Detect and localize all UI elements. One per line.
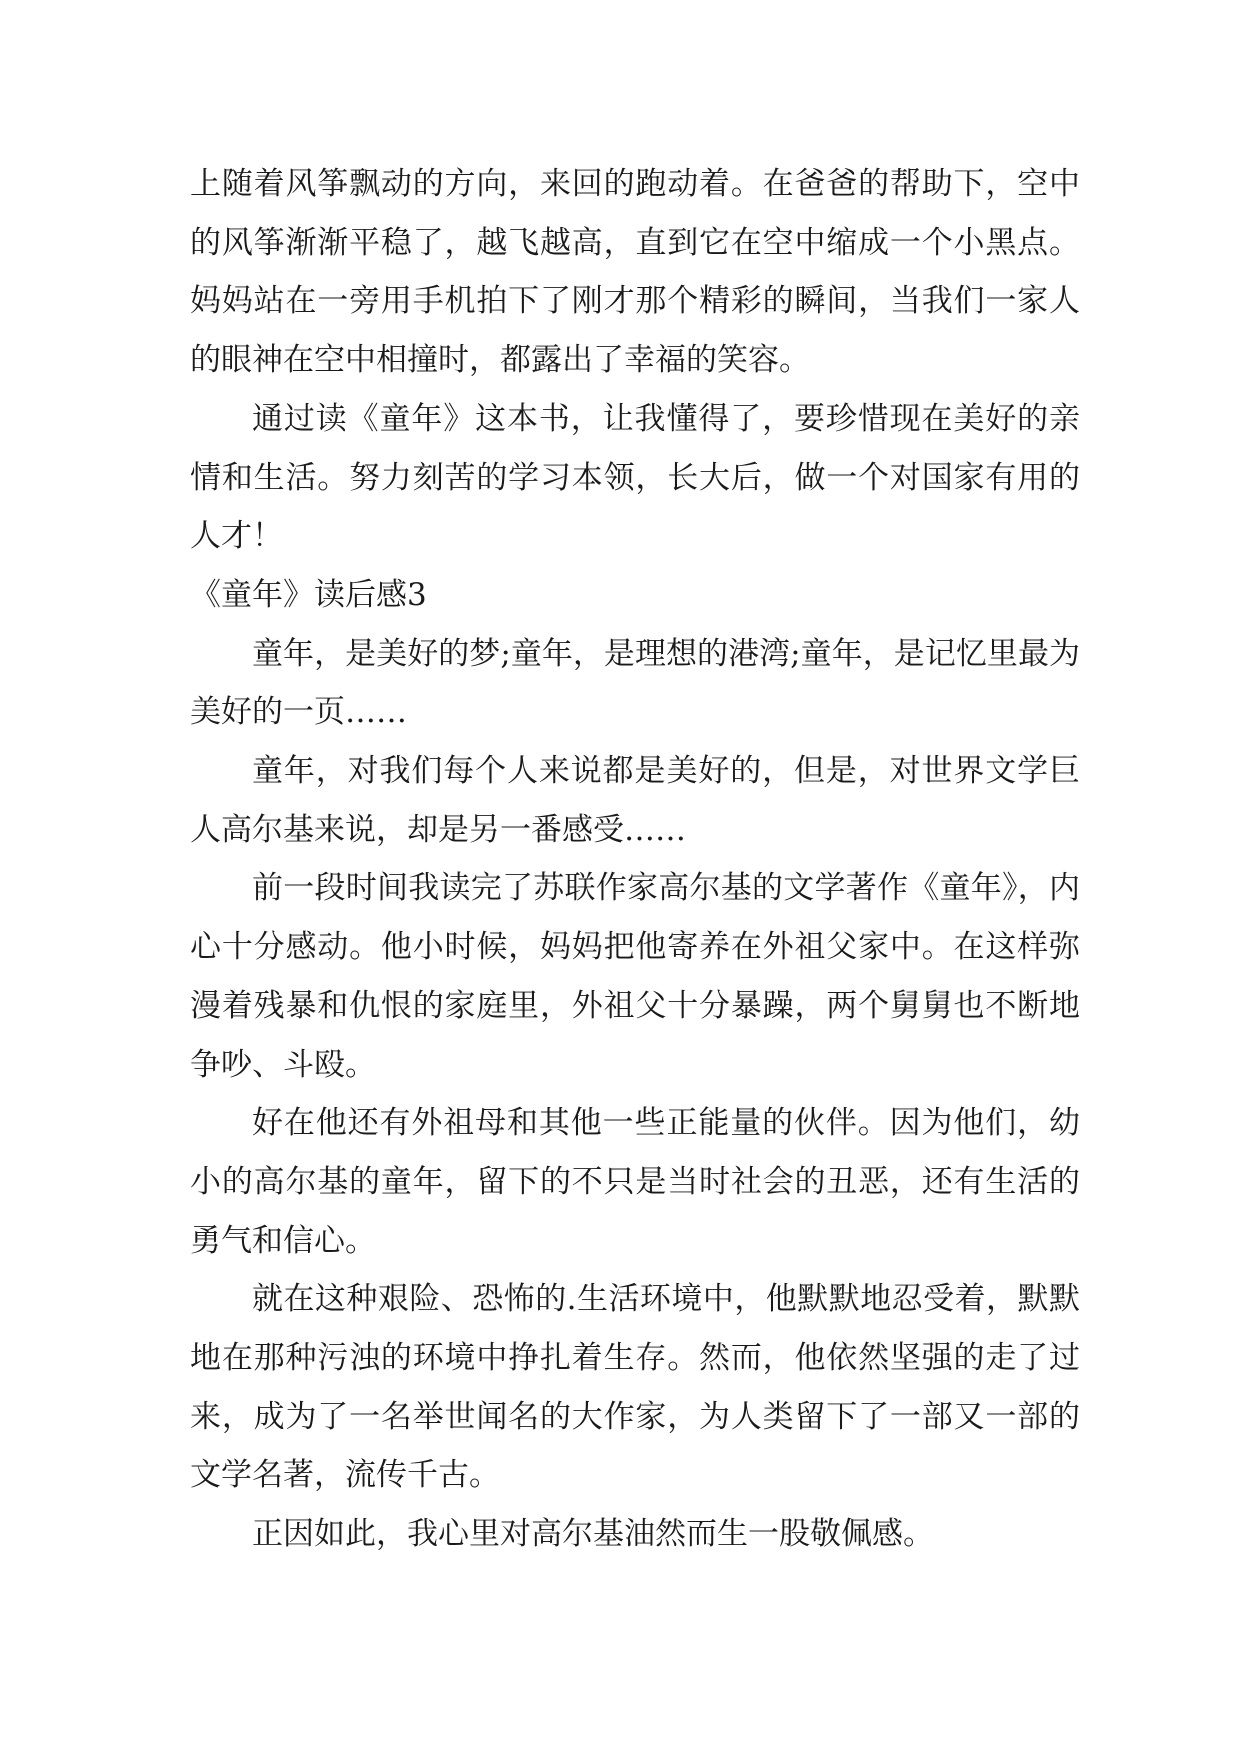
paragraph-reading: 前一段时间我读完了苏联作家高尔基的文学著作《童年》，内心十分感动。他小时候，妈妈把他寄养在外祖父家中。在这样弥漫着残暴和仇恨的家庭里，外祖父十分暴躁，两个舅舅也不断地争吵、斗殴。 [190,870,1080,1083]
paragraph-conclusion: 通过读《童年》这本书，让我懂得了，要珍惜现在美好的亲情和生活。努力刻苦的学习本领，长大后，做一个对国家有用的人才！ [190,400,1080,555]
section-heading: 《童年》读后感3 [190,576,427,613]
paragraph-kite: 上随着风筝飘动的方向，来回的跑动着。在爸爸的帮助下，空中的风筝渐渐平稳了，越飞越高，直到它在空中缩成一个小黑点。妈妈站在一旁用手机拍下了刚才那个精彩的瞬间，当我们一家人的眼神在空中相撞时，都露出了幸福的笑容。 [190,166,1080,379]
paragraph-grandmother: 好在他还有外祖母和其他一些正能量的伙伴。因为他们，幼小的高尔基的童年，留下的不只是当时社会的丑恶，还有生活的勇气和信心。 [190,1105,1080,1259]
paragraph-hardship: 就在这种艰险、恐怖的.生活环境中，他默默地忍受着，默默地在那种污浊的环境中挣扎着生存。然而，他依然坚强的走了过来，成为了一名举世闻名的大作家，为人类留下了一部又一部的文学名著，流传千古。 [190,1281,1080,1494]
paragraph-gorky-feeling: 童年，对我们每个人来说都是美好的，但是，对世界文学巨人高尔基来说，却是另一番感受…… [190,753,1080,848]
document-body [190,155,1080,1564]
paragraph-admiration: 正因如此，我心里对高尔基油然而生一股敬佩感。 [252,1516,934,1553]
paragraph-childhood-dream: 童年，是美好的梦;童年，是理想的港湾;童年，是记忆里最为美好的一页…… [190,635,1080,731]
